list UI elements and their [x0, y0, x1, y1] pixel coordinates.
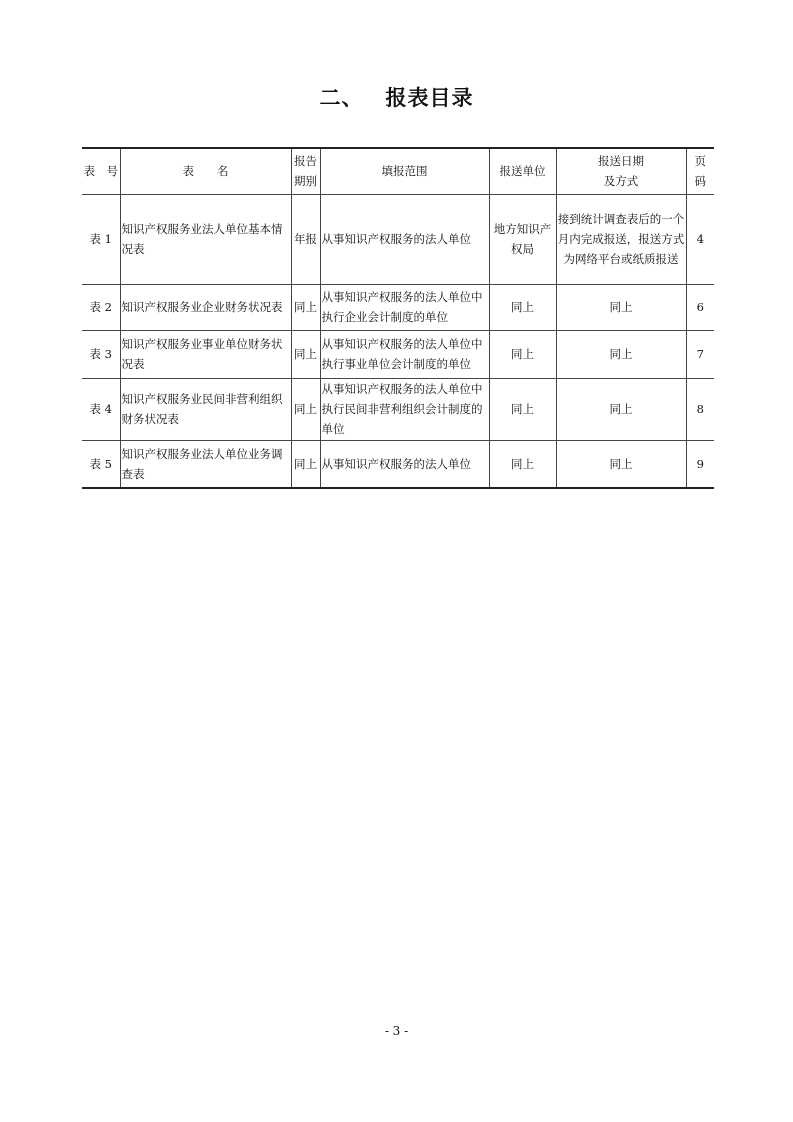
- row-fill-scope: 从事知识产权服务的法人单位中执行民间非营利组织会计制度的单位: [320, 378, 489, 440]
- row-report-period: 同上: [291, 330, 320, 378]
- row-submit-method: 接到统计调查表后的一个月内完成报送，报送方式为网络平台或纸质报送: [556, 194, 686, 284]
- row-submit-method: 同上: [556, 378, 686, 440]
- row-submit-unit: 同上: [489, 330, 556, 378]
- row-report-period: 同上: [291, 440, 320, 488]
- row-page: 8: [686, 378, 714, 440]
- row-table-no: 表 3: [82, 330, 120, 378]
- row-table-name: 知识产权服务业法人单位业务调查表: [120, 440, 291, 488]
- table-row: [82, 284, 714, 330]
- row-table-name: 知识产权服务业法人单位基本情况表: [120, 194, 291, 284]
- row-fill-scope: 从事知识产权服务的法人单位: [320, 194, 489, 284]
- heading-text: 报表目录: [385, 86, 474, 110]
- row-submit-unit: 同上: [489, 378, 556, 440]
- row-table-name: 知识产权服务业企业财务状况表: [120, 284, 291, 330]
- row-submit-unit: 同上: [489, 284, 556, 330]
- row-report-period: 年报: [291, 194, 320, 284]
- row-submit-unit: 地方知识产权局: [489, 194, 556, 284]
- report-catalog-table: [82, 147, 714, 489]
- row-table-no: 表 2: [82, 284, 120, 330]
- row-page: 9: [686, 440, 714, 488]
- header-submit-unit: 报送单位: [489, 148, 556, 194]
- row-table-name: 知识产权服务业事业单位财务状况表: [120, 330, 291, 378]
- row-table-no: 表 1: [82, 194, 120, 284]
- header-table-name: 表 名: [120, 148, 291, 194]
- row-table-name: 知识产权服务业民间非营利组织财务状况表: [120, 378, 291, 440]
- row-report-period: 同上: [291, 284, 320, 330]
- heading-number: 二、: [319, 86, 364, 110]
- header-submit-method: 报送日期 及方式: [556, 148, 686, 194]
- page-number: - 3 -: [384, 1024, 409, 1038]
- row-page: 6: [686, 284, 714, 330]
- table-row: [82, 378, 714, 440]
- row-table-no: 表 4: [82, 378, 120, 440]
- row-page: 7: [686, 330, 714, 378]
- row-submit-method: 同上: [556, 330, 686, 378]
- row-fill-scope: 从事知识产权服务的法人单位中执行企业会计制度的单位: [320, 284, 489, 330]
- page-title: [0, 82, 793, 112]
- row-page: 4: [686, 194, 714, 284]
- row-submit-method: 同上: [556, 284, 686, 330]
- row-submit-unit: 同上: [489, 440, 556, 488]
- header-page: 页 码: [686, 148, 714, 194]
- row-fill-scope: 从事知识产权服务的法人单位中执行事业单位会计制度的单位: [320, 330, 489, 378]
- row-report-period: 同上: [291, 378, 320, 440]
- table-row: [82, 330, 714, 378]
- row-table-no: 表 5: [82, 440, 120, 488]
- header-report-period: 报告 期别: [291, 148, 320, 194]
- row-submit-method: 同上: [556, 440, 686, 488]
- table-row: [82, 440, 714, 488]
- table-row: [82, 194, 714, 284]
- row-fill-scope: 从事知识产权服务的法人单位: [320, 440, 489, 488]
- header-table-no: 表 号: [82, 148, 120, 194]
- table-header-row: [82, 148, 714, 194]
- header-fill-scope: 填报范围: [320, 148, 489, 194]
